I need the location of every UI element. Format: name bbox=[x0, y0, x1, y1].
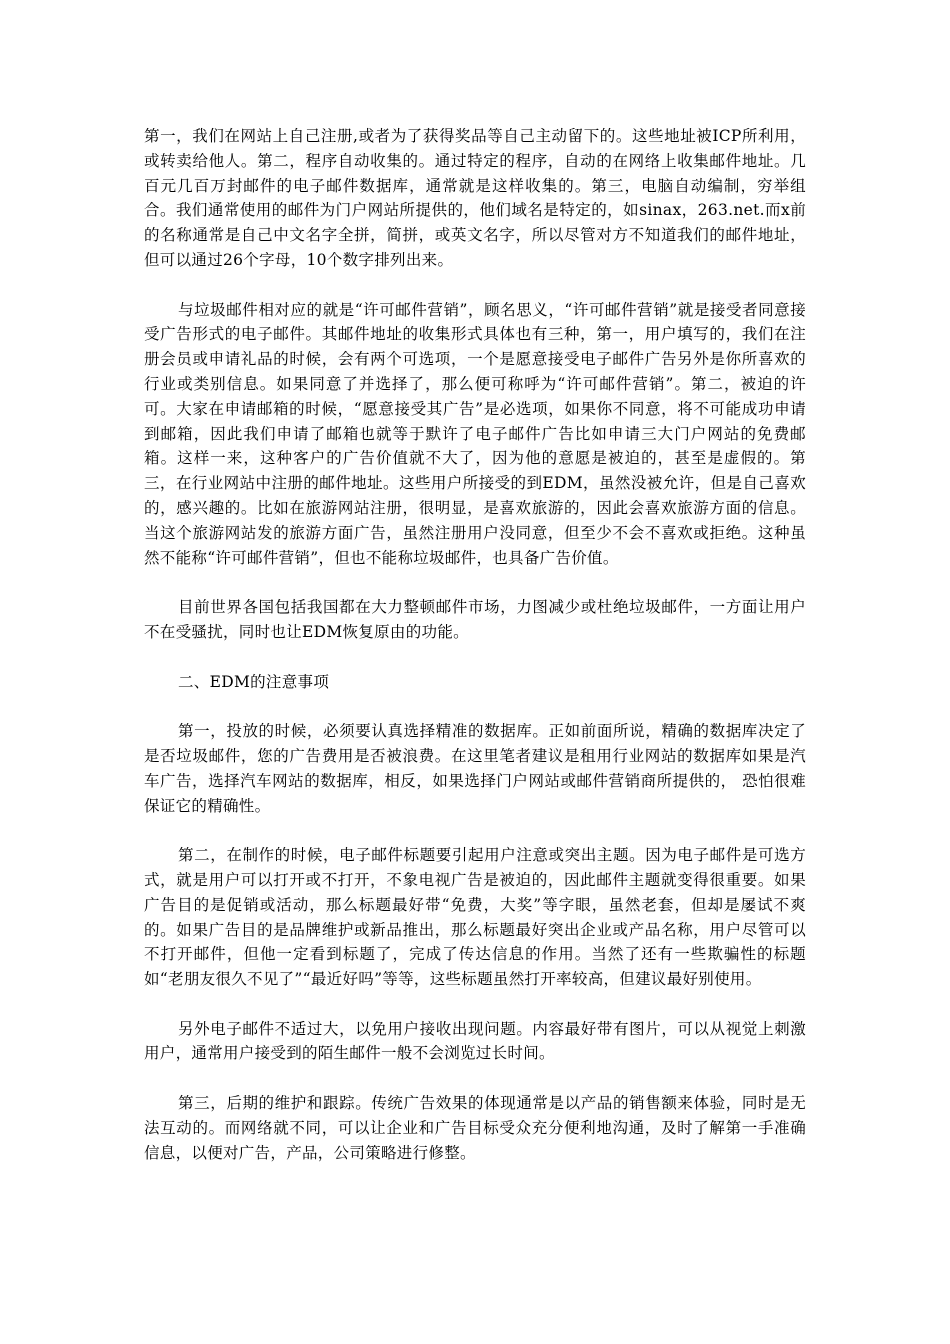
document-body bbox=[144, 124, 806, 1165]
paragraph-database-selection: 第一，投放的时候，必须要认真选择精准的数据库。正如前面所说，精确的数据库决定了是否垃圾邮件，您的广告费用是否被浪费。在这里笔者建议是租用行业网站的数据库如果是汽车广告，选择汽车网站的数据库，相反，如果选择门户网站或邮件营销商所提供的， 恐怕很难保证它的精确性。 bbox=[144, 722, 806, 815]
paragraph-email-subject: 第二，在制作的时候，电子邮件标题要引起用户注意或突出主题。因为电子邮件是可选方式，就是用户可以打开或不打开，不象电视广告是被迫的，因此邮件主题就变得很重要。如果广告目的是促销或活动，那么标题最好带“免费，大奖”等字眼，虽然老套，但却是屡试不爽的。如果广告目的是品牌维护或新品推出，那么标题最好突出企业或产品名称，用户尽管可以不打开邮件，但他一定看到标题了，完成了传达信息的作用。当然了还有一些欺骗性的标题如“老朋友很久不见了”“最近好吗”等等，这些标题虽然打开率较高，但建议最好别使用。 bbox=[144, 846, 806, 989]
paragraph-spam-regulation: 目前世界各国包括我国都在大力整顿邮件市场，力图减少或杜绝垃圾邮件，一方面让用户不在受骚扰，同时也让EDM恢复原由的功能。 bbox=[144, 598, 806, 641]
paragraph-address-sources: 第一，我们在网站上自己注册,或者为了获得奖品等自己主动留下的。这些地址被ICP所利用，或转卖给他人。第二，程序自动收集的。通过特定的程序，自动的在网络上收集邮件地址。几百元几百万封邮件的电子邮件数据库，通常就是这样收集的。第三，电脑自动编制，穷举组合。我们通常使用的邮件为门户网站所提供的，他们域名是特定的，如sinax，263.net.而x前的名称通常是自己中文名字全拼，简拼，或英文名字，所以尽管对方不知道我们的邮件地址，但可以通过26个字母，10个数字排列出来。 bbox=[144, 127, 806, 269]
paragraph-permission-marketing: 与垃圾邮件相对应的就是“许可邮件营销”，顾名思义，“许可邮件营销”就是接受者同意接受广告形式的电子邮件。其邮件地址的收集形式具体也有三种，第一，用户填写的，我们在注册会员或申请礼品的时候，会有两个可选项，一个是愿意接受电子邮件广告另外是你所喜欢的行业或类别信息。如果同意了并选择了，那么便可称呼为“许可邮件营销”。第二，被迫的许可。大家在申请邮箱的时候，“愿意接受其广告”是必选项，如果你不同意，将不可能成功申请到邮箱，因此我们申请了邮箱也就等于默许了电子邮件广告比如申请三大门户网站的免费邮箱。这样一来，这种客户的广告价值就不大了，因为他的意愿是被迫的，甚至是虚假的。第三，在行业网站中注册的邮件地址。这些用户所接受的到EDM，虽然没被允许，但是自己喜欢的，感兴趣的。比如在旅游网站注册，很明显，是喜欢旅游的，因此会喜欢旅游方面的信息。当这个旅游网站发的旅游方面广告，虽然注册用户没同意，但至少不会不喜欢或拒绝。这种虽然不能称“许可邮件营销”，但也不能称垃圾邮件，也具备广告价值。 bbox=[144, 300, 806, 567]
section-heading: 二、EDM的注意事项 bbox=[178, 672, 330, 691]
paragraph-email-size: 另外电子邮件不适过大，以免用户接收出现问题。内容最好带有图片，可以从视觉上刺激用户，通常用户接受到的陌生邮件一般不会浏览过长时间。 bbox=[144, 1019, 806, 1063]
paragraph-maintenance-tracking: 第三，后期的维护和跟踪。传统广告效果的体现通常是以产品的销售额来体验，同时是无法互动的。而网络就不同，可以让企业和广告目标受众充分便利地沟通，及时了解第一手准确信息，以便对广告，产品，公司策略进行修整。 bbox=[144, 1094, 806, 1162]
